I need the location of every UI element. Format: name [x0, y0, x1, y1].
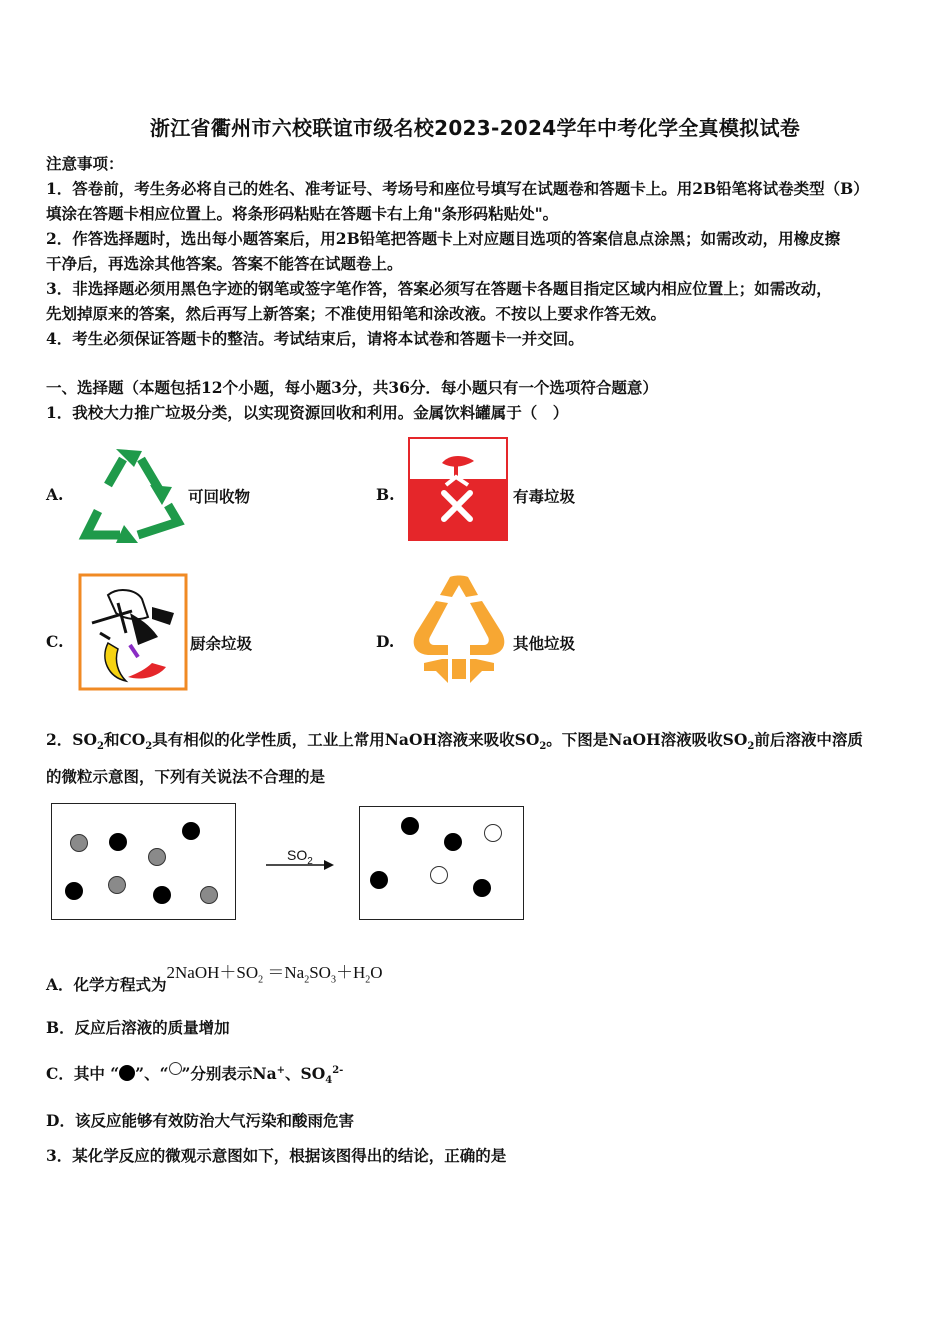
black-particle [473, 879, 491, 897]
recycle-icon [78, 447, 186, 543]
notice-line: 4．考生必须保证答题卡的整洁。考试结束后，请将本试卷和答题卡一并交回。 [46, 329, 584, 348]
black-particle [153, 886, 171, 904]
option-b-label: 有毒垃圾 [513, 487, 576, 506]
section-heading: 一、选择题（本题包括12个小题，每小题3分，共36分．每小题只有一个选项符合题意） [46, 378, 658, 397]
option-b-text: B．反应后溶液的质量增加 [46, 1018, 230, 1037]
black-particle [109, 833, 127, 851]
option-c-label: 厨余垃圾 [190, 634, 253, 653]
black-particle [401, 817, 419, 835]
question-1-stem: 1．我校大力推广垃圾分类，以实现资源回收和利用。金属饮料罐属于（ ） [46, 403, 569, 422]
after-reaction-box [359, 806, 524, 920]
black-particle [65, 882, 83, 900]
grey-particle [70, 834, 88, 852]
white-particle [430, 866, 448, 884]
notice-line: 2．作答选择题时，选出每小题答案后，用2B铅笔把答题卡上对应题目选项的答案信息点涂黑；如需改动，用橡皮擦 [46, 229, 841, 248]
toxic-waste-icon [408, 437, 508, 541]
question-2-stem-line2: 的微粒示意图，下列有关说法不合理的是 [46, 767, 326, 786]
option-d-label: 其他垃圾 [513, 634, 576, 653]
notice-line: 先划掉原来的答案，然后再写上新答案；不准使用铅笔和涂改液。不按以上要求作答无效。 [46, 304, 667, 323]
arrow-label: $SO_2$ [287, 847, 313, 867]
white-particle [484, 824, 502, 842]
notice-line: 干净后，再选涂其他答案。答案不能答在试题卷上。 [46, 254, 403, 273]
option-b-letter: B. [376, 485, 395, 504]
notice-heading: 注意事项： [46, 154, 124, 173]
option-c-letter: C. [46, 632, 64, 651]
question-2-stem: 2．$SO_2$和$CO_2$具有相似的化学性质，工业上常用NaOH溶液来吸收$SO_2$。下图是NaOH溶液吸收$SO_2$前后溶液中溶质 [46, 730, 863, 753]
grey-particle [200, 886, 218, 904]
question-3-stem: 3．某化学反应的微观示意图如下，根据该图得出的结论，正确的是 [46, 1146, 507, 1165]
notice-line: 填涂在答题卡相应位置上。将条形码粘贴在答题卡右上角"条形码粘贴处"。 [46, 204, 559, 223]
option-a-letter: A. [46, 485, 64, 504]
black-particle [182, 822, 200, 840]
option-d-letter: D. [376, 632, 395, 651]
chemical-equation: $2NaOH+SO_2 =Na_2SO_3+H_2O$ [166, 963, 383, 986]
notice-line: 3．非选择题必须用黑色字迹的钢笔或签字笔作答，答案必须写在答题卡各题目指定区域内相应位置上；如需改动， [46, 279, 832, 298]
black-particle [370, 871, 388, 889]
black-particle-icon [119, 1065, 135, 1081]
option-a-label: 可回收物 [188, 487, 251, 506]
kitchen-waste-icon [78, 573, 188, 691]
page-title: 浙江省衢州市六校联谊市级名校2023-2024学年中考化学全真模拟试卷 [149, 116, 801, 140]
option-d-text: D．该反应能够有效防治大气污染和酸雨危害 [46, 1111, 354, 1130]
option-a-text: A．化学方程式为$2NaOH+SO_2 =Na_2SO_3+H_2O$ [46, 963, 383, 994]
grey-particle [108, 876, 126, 894]
black-particle [444, 833, 462, 851]
option-c-text: C．其中 “ ”、“ ”分别表示Na+、$SO_4^{2-}$ [46, 1064, 344, 1087]
grey-particle [148, 848, 166, 866]
white-particle-icon [169, 1062, 182, 1075]
reaction-arrow-icon [266, 858, 334, 872]
notice-line: 1．答卷前，考生务必将自己的姓名、准考证号、考场号和座位号填写在试题卷和答题卡上。用2B铅笔将试卷类型（B） [46, 179, 869, 198]
before-reaction-box [51, 803, 236, 920]
other-waste-icon [408, 575, 510, 691]
